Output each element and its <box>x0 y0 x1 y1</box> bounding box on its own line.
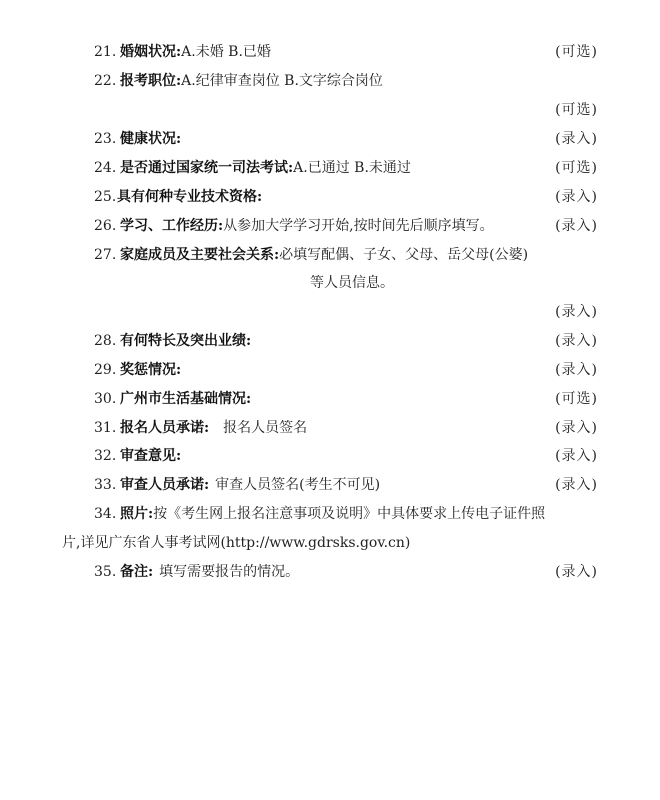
item-text: 报名人员签名 <box>223 420 308 436</box>
item-label: 健康状况: <box>120 131 182 147</box>
item-label: 家庭成员及主要社会关系: <box>120 247 280 263</box>
item-number: 33. <box>94 477 117 493</box>
item-label: 审查意见: <box>120 448 182 464</box>
item-label: 照片: <box>120 506 154 522</box>
item-tag: (录入) <box>555 564 598 580</box>
item-number: 31. <box>94 420 117 436</box>
item-tag: (录入) <box>555 448 598 464</box>
list-item-33 <box>0 473 660 497</box>
item-label: 审查人员承诺: <box>120 477 210 493</box>
list-item-21 <box>0 40 660 64</box>
item-number: 34. <box>94 506 117 522</box>
item-number: 28. <box>94 333 117 349</box>
item-number: 22. <box>94 73 117 89</box>
item-text: A.已通过 B.未通过 <box>293 160 411 176</box>
item-tag: (录入) <box>555 131 598 147</box>
item-number: 27. <box>94 247 117 263</box>
list-item-26 <box>0 214 660 238</box>
item-label: 是否通过国家统一司法考试: <box>120 160 294 176</box>
item-tag: (录入) <box>555 362 598 378</box>
item-label: 具有何种专业技术资格: <box>117 189 263 205</box>
list-item-29 <box>0 358 660 382</box>
item-text: A.未婚 B.已婚 <box>181 44 271 60</box>
item-tag: (录入) <box>555 189 598 205</box>
item-number: 25. <box>94 189 117 205</box>
list-item-30 <box>0 387 660 411</box>
item-number: 32. <box>94 448 117 464</box>
item-text: 填写需要报告的情况。 <box>159 564 300 580</box>
list-item-22 <box>0 69 660 93</box>
item-number: 35. <box>94 564 117 580</box>
item-number: 29. <box>94 362 117 378</box>
item-label: 广州市生活基础情况: <box>120 391 252 407</box>
item-text: A.纪律审查岗位 B.文字综合岗位 <box>181 73 383 89</box>
item-text: 必填写配偶、子女、父母、岳父母(公婆) <box>279 247 529 263</box>
item-number: 30. <box>94 391 117 407</box>
list-item-25 <box>0 185 660 209</box>
item-tag: (录入) <box>555 477 598 493</box>
item-tag: (可选) <box>555 391 598 407</box>
list-item-32 <box>0 444 660 468</box>
item-number: 23. <box>94 131 117 147</box>
list-item-27 <box>0 243 660 267</box>
list-item-28 <box>0 329 660 353</box>
item-label: 备注: <box>120 564 154 580</box>
item-number: 26. <box>94 218 117 234</box>
item-tag: (录入) <box>555 333 598 349</box>
item-tag: (可选) <box>555 102 598 118</box>
item-number: 21. <box>94 44 117 60</box>
item-text-continued: 等人员信息。 <box>310 275 394 291</box>
item-tag: (录入) <box>555 218 598 234</box>
list-item-35 <box>0 560 660 584</box>
item-number: 24. <box>94 160 117 176</box>
list-item-34 <box>0 502 660 526</box>
item-text: 从参加大学学习开始,按时间先后顺序填写。 <box>223 218 494 234</box>
item-tag: (录入) <box>555 304 598 320</box>
list-item-23 <box>0 127 660 151</box>
list-item-24 <box>0 156 660 180</box>
item-label: 报考职位: <box>120 73 182 89</box>
item-label: 有何特长及突出业绩: <box>120 333 252 349</box>
item-label: 婚姻状况: <box>120 44 182 60</box>
list-item-31 <box>0 416 660 440</box>
item-tag: (可选) <box>555 44 598 60</box>
item-label: 学习、工作经历: <box>120 218 224 234</box>
item-tag: (录入) <box>555 420 598 436</box>
item-label: 报名人员承诺: <box>120 420 210 436</box>
item-tag: (可选) <box>555 160 598 176</box>
item-text-continued: 片,详见广东省人事考试网(http://www.gdrsks.gov.cn) <box>62 535 411 551</box>
item-label: 奖惩情况: <box>120 362 182 378</box>
item-text: 审查人员签名(考生不可见) <box>215 477 381 493</box>
item-text: 按《考生网上报名注意事项及说明》中具体要求上传电子证件照 <box>153 506 546 522</box>
